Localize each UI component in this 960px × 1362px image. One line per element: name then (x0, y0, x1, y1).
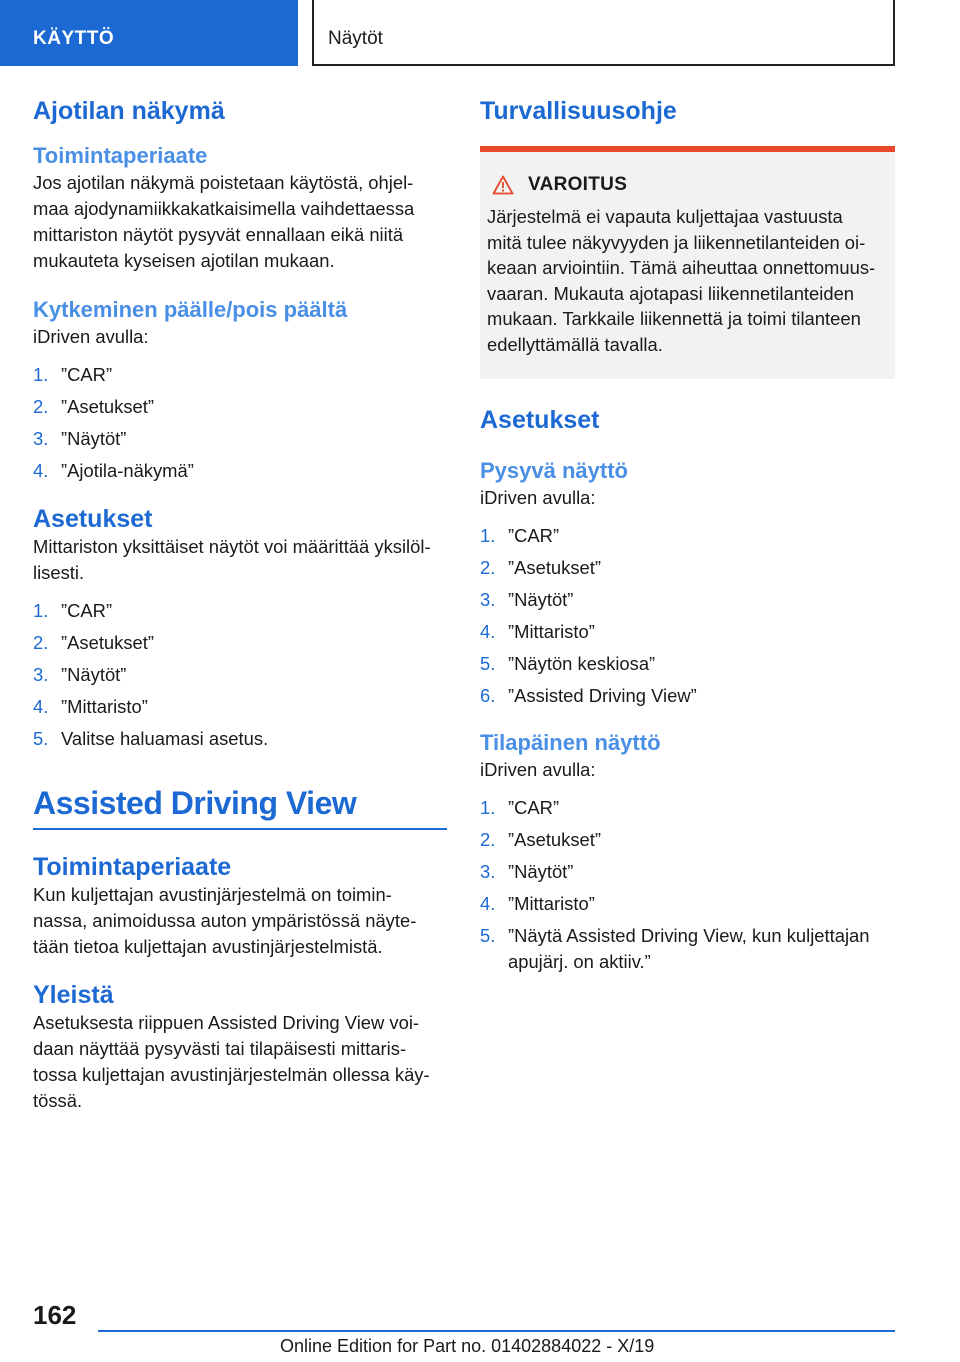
step-number: 3. (480, 589, 496, 610)
step-number: 3. (33, 664, 49, 685)
edition-note: Online Edition for Part no. 01402884022 - X/19 (280, 1336, 655, 1356)
text-line: mittariston näytöt pysyvät ennallaan eikä niitä (33, 224, 404, 245)
list-item (480, 827, 895, 853)
assisted-driving-view-heading: Assisted Driving View (33, 785, 357, 821)
step-text: ”Mittaristo” (61, 696, 148, 717)
list-item (480, 923, 895, 975)
permanent-steps (480, 523, 895, 709)
list-item (480, 795, 895, 821)
text-line: maa ajodynamiikkakatkaisimella vaihdettaessa (33, 198, 415, 219)
step-number: 1. (33, 364, 49, 385)
step-number: 4. (33, 696, 49, 717)
general-text (33, 1010, 447, 1114)
step-number: 2. (33, 396, 49, 417)
warning-triangle-icon (492, 175, 514, 195)
text-line: vaaran. Mukauta ajotapasi liikennetilanteiden (487, 282, 855, 304)
list-item (33, 726, 447, 752)
page-header (0, 0, 960, 66)
text-line: tossa kuljettajan avustinjärjestelmän ollessa käy- (33, 1064, 430, 1085)
step-text: ”Asetukset” (61, 632, 155, 653)
text-line: daan näyttää pysyvästi tai tilapäisesti mittaris- (33, 1038, 407, 1059)
step-number: 5. (33, 728, 49, 749)
text-line: mitä tulee näkyvyyden ja liikennetilanteiden oi- (487, 231, 866, 253)
list-item (33, 630, 447, 656)
list-item (480, 523, 895, 549)
text-line: tössä. (33, 1090, 83, 1111)
list-item (33, 458, 447, 484)
principle-text (33, 170, 447, 274)
step-number: 5. (480, 925, 496, 946)
text-line: nassa, animoidussa auton ympäristössä näyte- (33, 910, 417, 931)
drive-view-heading: Ajotilan näkymä (33, 97, 225, 125)
permanent-display-heading: Pysyvä näyttö (480, 458, 628, 483)
right-column (480, 96, 895, 981)
page-number: 162 (33, 1300, 77, 1330)
footer-divider (98, 1330, 895, 1332)
settings-heading-right: Asetukset (480, 406, 600, 434)
step-text: ”Mittaristo” (508, 893, 595, 914)
text-line: Järjestelmä ei vapauta kuljettajaa vastuusta (487, 206, 843, 227)
step-number: 3. (480, 861, 496, 882)
step-number: 2. (33, 632, 49, 653)
step-text: Valitse haluamasi asetus. (61, 728, 269, 749)
section-tab: KÄYTTÖ (0, 0, 298, 66)
assisted-principle-text (33, 882, 447, 960)
general-heading: Yleistä (33, 981, 114, 1009)
chapter-divider (33, 828, 447, 830)
step-text: ”Näytön keskiosa” (508, 653, 656, 674)
step-number: 6. (480, 685, 496, 706)
list-item (480, 651, 895, 677)
list-item (480, 619, 895, 645)
text-line: edellyttämällä tavalla. (487, 333, 663, 355)
step-number: 4. (480, 893, 496, 914)
chapter-title: Näytöt (312, 0, 895, 66)
step-number: 3. (33, 428, 49, 449)
temporary-steps (480, 795, 895, 975)
step-text: ”Asetukset” (61, 396, 155, 417)
text-line: mukauteta kyseisen ajotilan mukaan. (33, 250, 335, 271)
warning-box (480, 146, 895, 379)
step-text: ”Näytöt” (61, 428, 127, 449)
safety-heading: Turvallisuusohje (480, 97, 677, 125)
list-item (33, 394, 447, 420)
step-text: ”Näytöt” (61, 664, 127, 685)
warning-text (487, 204, 885, 357)
left-column (33, 96, 447, 1114)
settings-text (33, 534, 447, 586)
step-number: 5. (480, 653, 496, 674)
step-text: ”Ajotila-näkymä” (61, 460, 194, 481)
step-text: ”Mittaristo” (508, 621, 595, 642)
text-line: Mittariston yksittäiset näytöt voi määrittää yksilöl- (33, 536, 431, 557)
text-line: Asetuksesta riippuen Assisted Driving View voi- (33, 1012, 420, 1033)
list-item (480, 859, 895, 885)
warning-title (492, 174, 885, 196)
text-line: tään tietoa kuljettajan avustinjärjestelmistä. (33, 936, 383, 957)
step-text: ”CAR” (61, 364, 113, 385)
step-text: ”Assisted Driving View” (508, 685, 697, 706)
list-item (33, 694, 447, 720)
step-number: 1. (480, 797, 496, 818)
toggle-intro: iDriven avulla: (33, 326, 149, 347)
list-item (480, 587, 895, 613)
text-line: Kun kuljettajan avustinjärjestelmä on toimin- (33, 884, 392, 905)
toggle-steps (33, 362, 447, 484)
step-text: ”CAR” (508, 525, 560, 546)
settings-heading: Asetukset (33, 505, 153, 533)
step-text: ”Asetukset” (508, 557, 602, 578)
list-item (33, 662, 447, 688)
step-text: ”Näytöt” (508, 589, 574, 610)
step-text: ”Näytä Assisted Driving View, kun kuljettajan apujärj. on aktiiv.” (508, 925, 870, 972)
step-number: 1. (480, 525, 496, 546)
step-text: ”Asetukset” (508, 829, 602, 850)
step-number: 2. (480, 829, 496, 850)
temporary-display-heading: Tilapäinen näyttö (480, 730, 661, 755)
settings-steps (33, 598, 447, 752)
list-item (480, 683, 895, 709)
step-text: ”Näytöt” (508, 861, 574, 882)
step-number: 4. (480, 621, 496, 642)
principle-heading: Toimintaperiaate (33, 143, 208, 168)
permanent-intro: iDriven avulla: (480, 487, 596, 508)
step-number: 2. (480, 557, 496, 578)
toggle-heading: Kytkeminen päälle/pois päältä (33, 297, 348, 322)
step-number: 1. (33, 600, 49, 621)
list-item (480, 555, 895, 581)
list-item (480, 891, 895, 917)
assisted-principle-heading: Toimintaperiaate (33, 853, 232, 881)
list-item (33, 598, 447, 624)
text-line: keaan arviointiin. Tämä aiheuttaa onnettomuus- (487, 257, 876, 278)
text-line: mukaan. Tarkkaile liikennettä ja toimi tilanteen (487, 308, 861, 329)
step-text: ”CAR” (61, 600, 113, 621)
step-text: ”CAR” (508, 797, 560, 818)
list-item (33, 426, 447, 452)
list-item (33, 362, 447, 388)
text-line: lisesti. (33, 562, 85, 583)
step-number: 4. (33, 460, 49, 481)
warning-label: VAROITUS (528, 174, 628, 195)
text-line: Jos ajotilan näkymä poistetaan käytöstä, ohjel- (33, 172, 414, 193)
temporary-intro: iDriven avulla: (480, 759, 596, 780)
